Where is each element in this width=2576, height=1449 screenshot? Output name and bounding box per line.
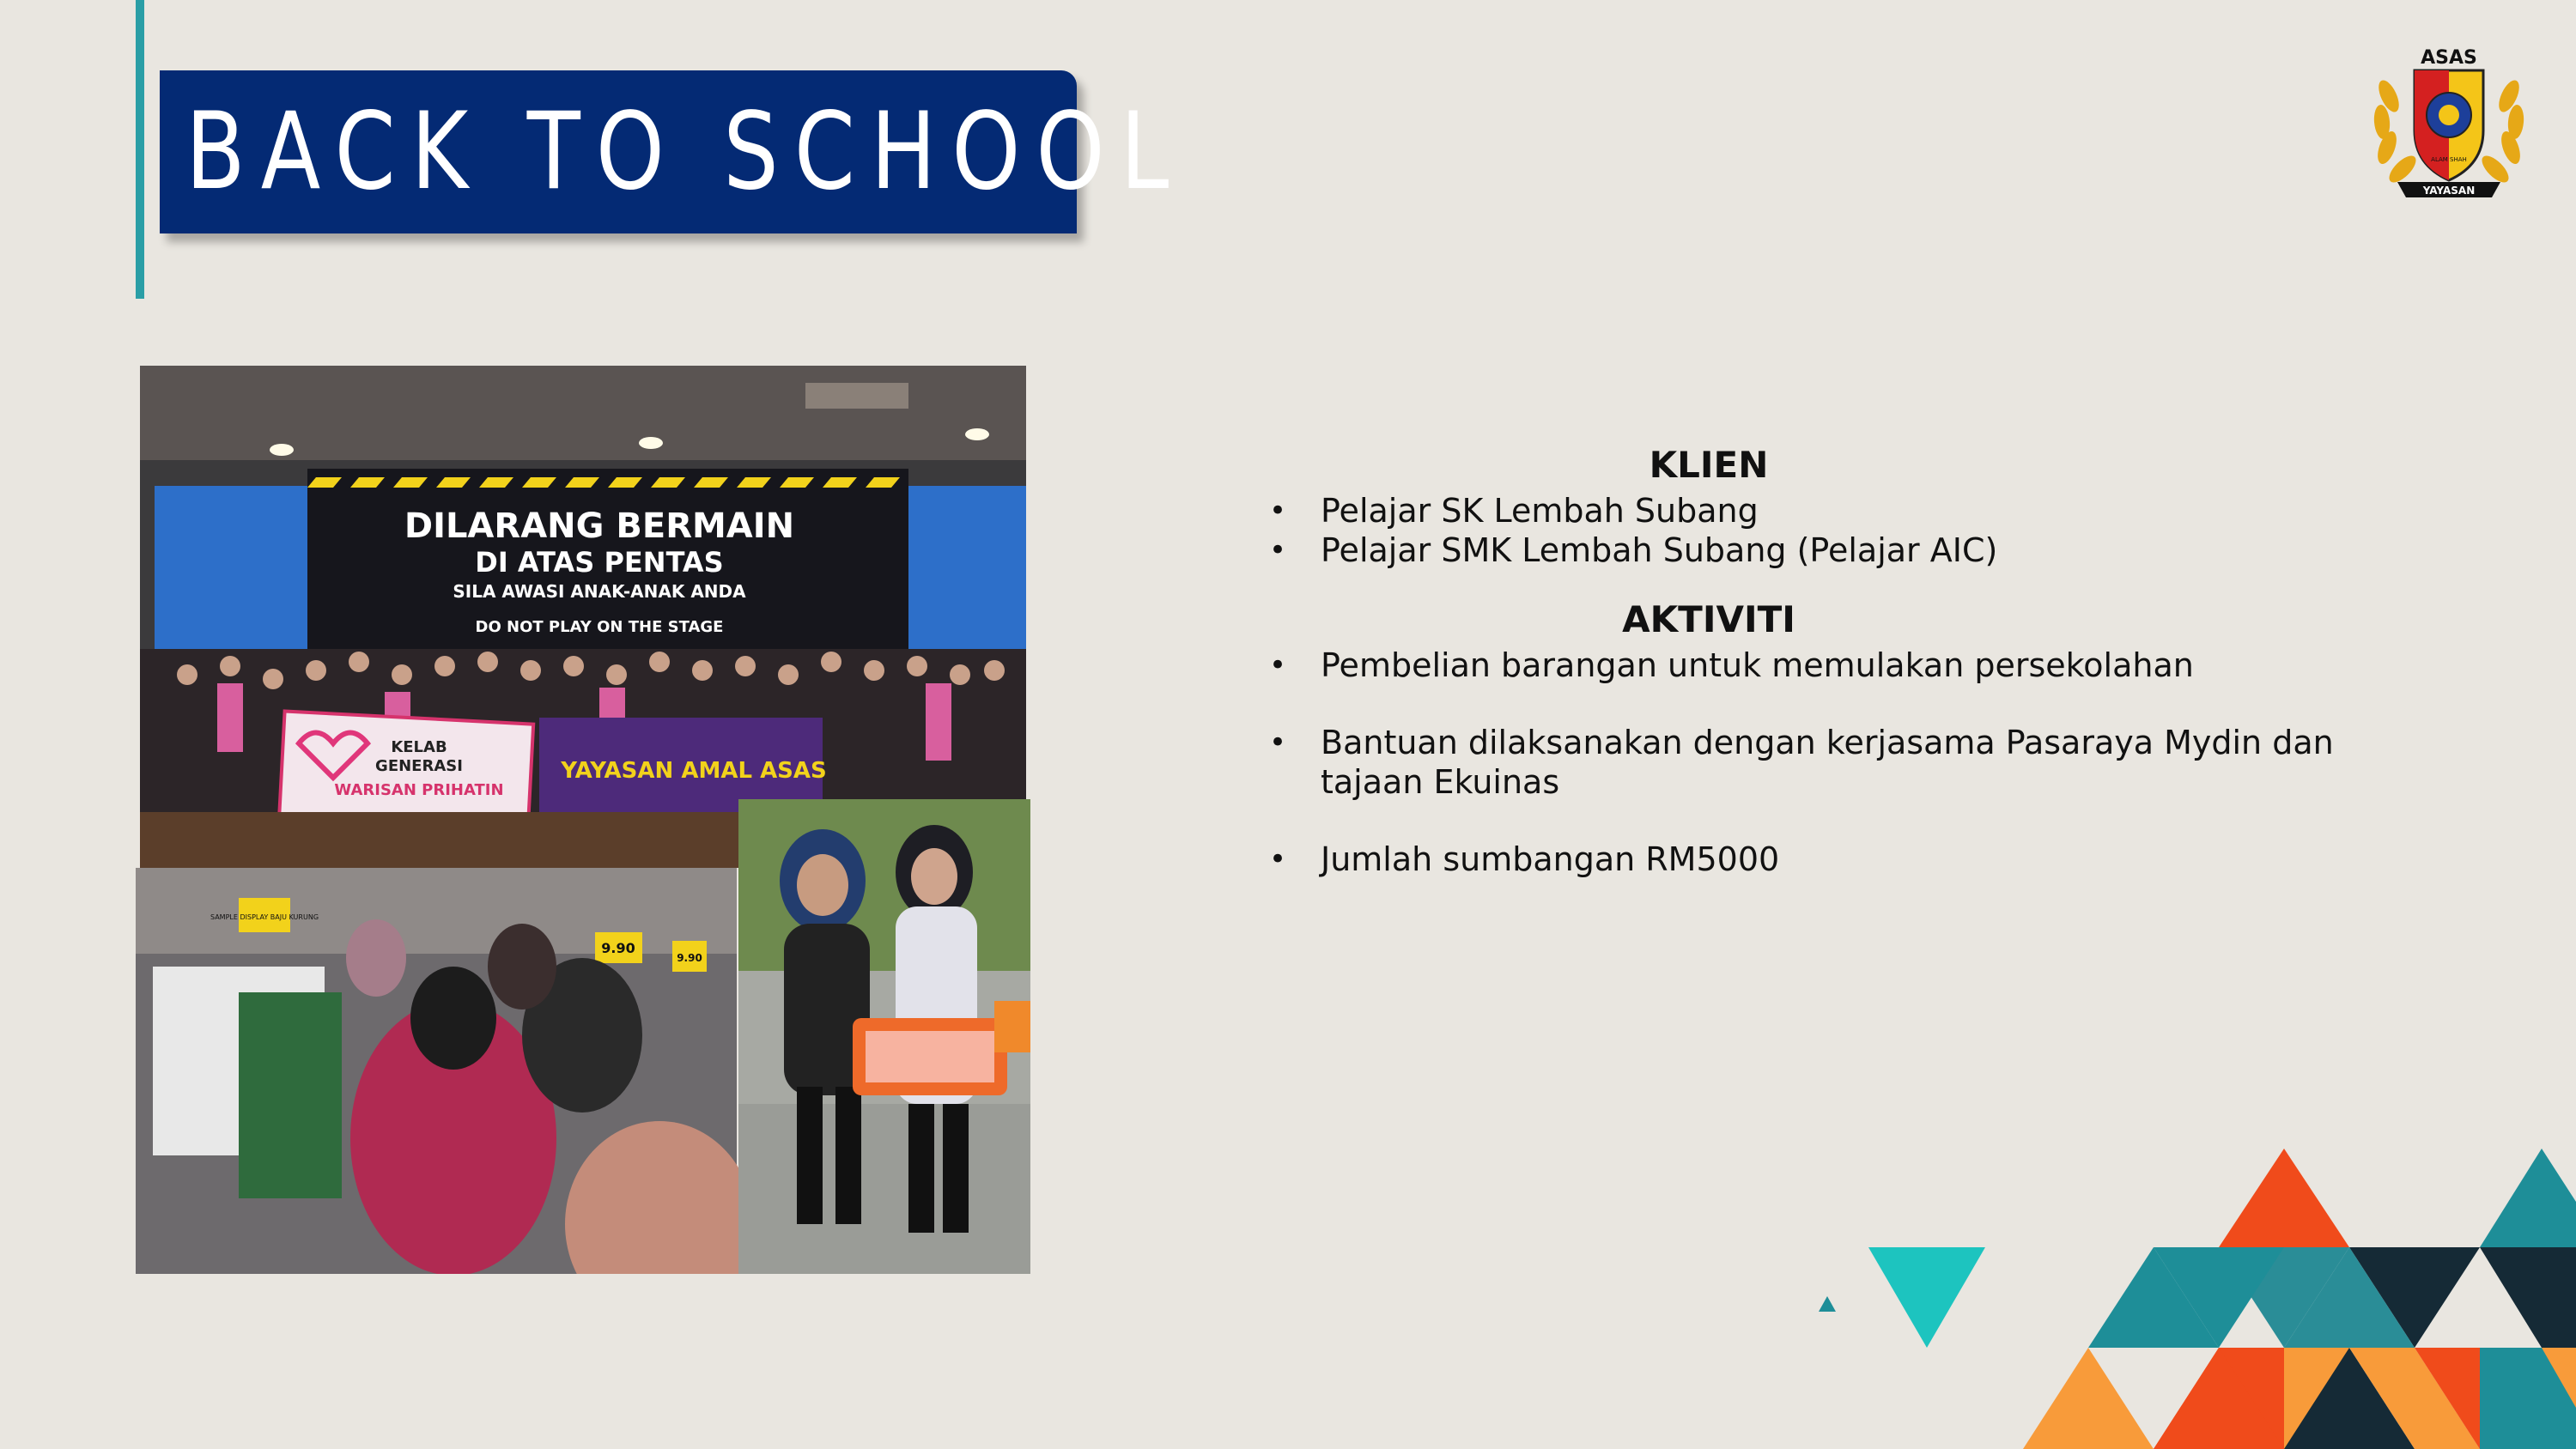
- sample-display-sign: SAMPLE DISPLAY BAJU KURUNG: [210, 913, 319, 921]
- aktiviti-list: [1245, 646, 2379, 879]
- pink-banner-line3: WARISAN PRIHATIN: [334, 781, 504, 799]
- aktiviti-item: • Bantuan dilaksanakan dengan kerjasama Pasaraya Mydin dan tajaan Ekuinas: [1245, 723, 2379, 802]
- purple-banner-text: YAYASAN AMAL ASAS: [561, 758, 827, 784]
- basket-photo: [738, 799, 1030, 1274]
- price-tag-1: 9.90: [601, 940, 635, 956]
- shopping-crowd-photo: [136, 868, 754, 1274]
- accent-line: [136, 0, 144, 299]
- content-panel: [1245, 440, 2379, 879]
- yayasan-asas-logo: [2363, 36, 2535, 208]
- pink-banner-line2: GENERASI: [375, 757, 463, 775]
- stage-banner-line4: DO NOT PLAY ON THE STAGE: [475, 618, 724, 636]
- title-banner: [160, 70, 1185, 233]
- klien-item: • Pelajar SMK Lembah Subang (Pelajar AIC): [1245, 530, 2379, 570]
- pink-banner-line1: KELAB: [391, 738, 447, 756]
- logo-ribbon-text: ALAM SHAH: [2431, 156, 2467, 163]
- klien-list: [1245, 491, 2379, 570]
- stage-banner-line2: DI ATAS PENTAS: [475, 546, 724, 579]
- stage-banner-line1: DILARANG BERMAIN: [404, 506, 795, 546]
- slide-title: BACK TO SCHOOL: [185, 90, 1185, 214]
- logo-top-text: ASAS: [2421, 47, 2477, 69]
- aktiviti-heading: AKTIVITI: [1622, 598, 1795, 640]
- decorative-triangles: [1786, 1133, 2576, 1449]
- logo-bottom-text: YAYASAN: [2422, 185, 2476, 197]
- klien-heading: KLIEN: [1649, 444, 1769, 486]
- photo-collage: [136, 366, 1030, 1274]
- aktiviti-item: • Jumlah sumbangan RM5000: [1245, 840, 2379, 879]
- klien-item: • Pelajar SK Lembah Subang: [1245, 491, 2379, 530]
- stage-banner-line3: SILA AWASI ANAK-ANAK ANDA: [453, 581, 746, 602]
- stage-group-photo: [140, 366, 1026, 868]
- aktiviti-item: • Pembelian barangan untuk memulakan persekolahan: [1245, 646, 2379, 685]
- price-tag-2: 9.90: [677, 952, 702, 964]
